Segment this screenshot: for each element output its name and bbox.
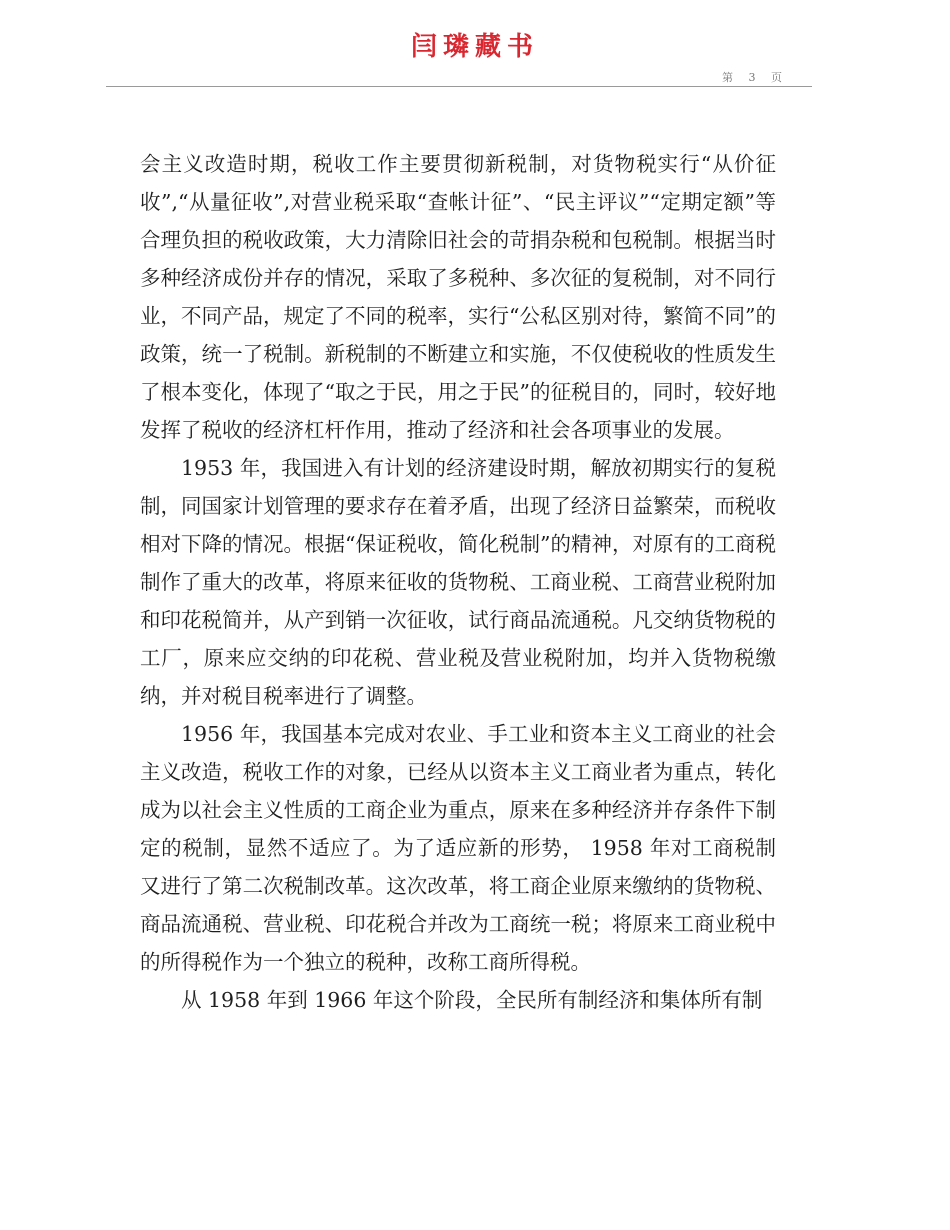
header-divider [106, 86, 812, 87]
document-body [140, 145, 776, 1019]
paragraph-1958-1966: 从 1958 年到 1966 年这个阶段，全民所有制经济和集体所有制 [181, 988, 763, 1012]
paragraph-continuation: 会主义改造时期，税收工作主要贯彻新税制，对货物税实行“从价征收”,“从量征收”,对营业税采取“查帐计征”、“民主评议”“定期定额”等合理负担的税收政策，大力清除旧社会的苛捐杂税和包税制。根据当时多种经济成份并存的情况，采取了多税种、多次征的复税制，对不同行业，不同产品，规定了不同的税率，实行“公私区别对待，繁简不同”的政策，统一了税制。新税制的不断建立和实施，不仅使税收的性质发生了根本变化，体现了“取之于民，用之于民”的征税目的，同时，较好地发挥了税收的经济杠杆作用，推动了经济和社会各项事业的发展。 [140, 152, 776, 442]
page-number: 第 3 页 [722, 71, 788, 84]
paragraph-1953-reform: 1953 年，我国进入有计划的经济建设时期，解放初期实行的复税制，同国家计划管理的要求存在着矛盾，出现了经济日益繁荣，而税收相对下降的情况。根据“保证税收，简化税制”的精神，对原有的工商税制作了重大的改革，将原来征收的货物税、工商业税、工商营业税附加和印花税简并，从产到销一次征收，试行商品流通税。凡交纳货物税的工厂，原来应交纳的印花税、营业税及营业税附加，均并入货物税缴纳，并对税目税率进行了调整。 [140, 456, 776, 708]
paragraph-1956-reform: 1956 年，我国基本完成对农业、手工业和资本主义工商业的社会主义改造，税收工作的对象，已经从以资本主义工商业者为重点，转化成为以社会主义性质的工商企业为重点，原来在多种经济并存条件下制定的税制，显然不适应了。为了适应新的形势， 1958 年对工商税制又进行了第二次税制改革。这次改革，将工商企业原来缴纳的货物税、商品流通税、营业税、印花税合并改为工商统一税；将原来工商业税中的所得税作为一个独立的税种，改称工商所得税。 [140, 722, 776, 974]
header-title: 闫璘藏书 [410, 32, 539, 62]
